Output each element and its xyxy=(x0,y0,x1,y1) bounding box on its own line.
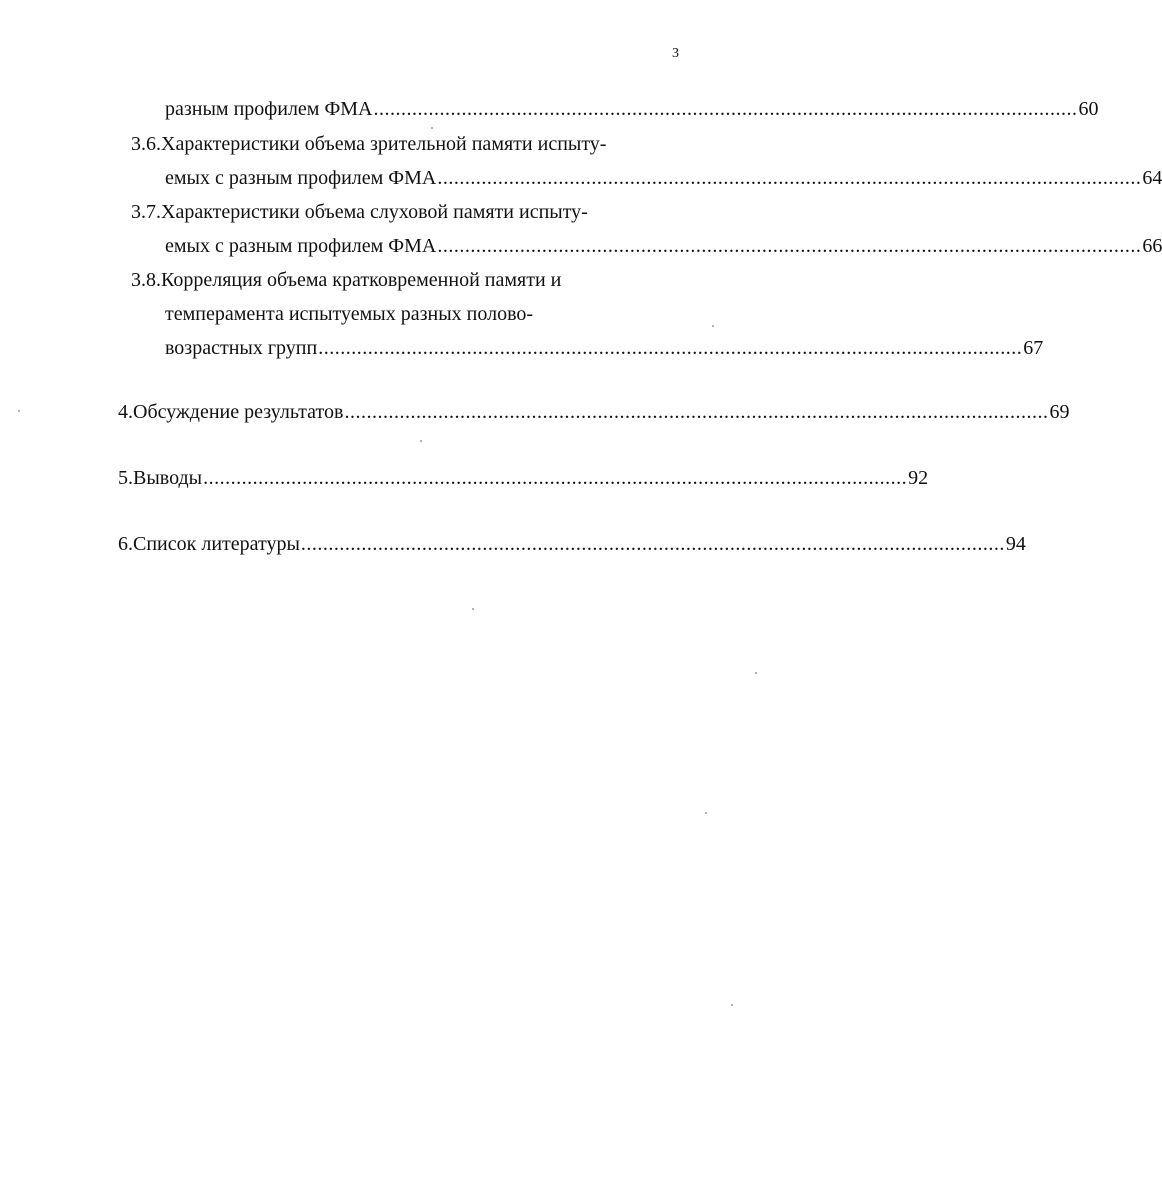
toc-entry-text: темперамента испытуемых разных полово- xyxy=(165,303,534,325)
toc-entry xyxy=(118,532,1026,556)
toc-entry-text: 6.Список литературы xyxy=(118,533,300,555)
toc-leader-dots: ................................................................................................................................ xyxy=(318,337,1023,359)
toc-entry-text: 3.8.Корреляция объема кратковременной памяти и xyxy=(131,269,562,291)
toc-entry-page: 64 xyxy=(1142,167,1162,189)
toc-entry-text: разным профилем ФМА xyxy=(165,98,373,120)
toc-entry-text: возрастных групп xyxy=(165,337,318,359)
toc-entry-page: 92 xyxy=(908,467,929,489)
toc-leader-dots: ................................................................................................................................ xyxy=(300,533,1005,555)
toc-entry-page: 66 xyxy=(1142,235,1162,257)
toc-entry-page: 94 xyxy=(1005,533,1026,555)
toc-entry xyxy=(165,97,1099,121)
toc-entry xyxy=(165,234,1162,258)
toc-entry-text: емых с разным профилем ФМА xyxy=(165,167,437,189)
toc-leader-dots: ................................................................................................................................ xyxy=(344,401,1049,423)
toc-leader-dots: ................................................................................................................................ xyxy=(437,167,1142,189)
toc-entry xyxy=(118,466,929,490)
scan-speck xyxy=(431,127,433,129)
toc-entry xyxy=(165,166,1162,190)
toc-entry-text: 4.Обсуждение результатов xyxy=(118,401,344,423)
toc-leader-dots: ................................................................................................................................ xyxy=(203,467,908,489)
scan-speck xyxy=(755,672,757,674)
toc-entry-page: 69 xyxy=(1049,401,1070,423)
page-number: 3 xyxy=(672,46,679,61)
toc-entry-page: 60 xyxy=(1078,98,1099,120)
toc-entry xyxy=(118,400,1070,424)
toc-leader-dots: ................................................................................................................................ xyxy=(437,235,1142,257)
scan-speck xyxy=(731,1004,733,1006)
scan-speck xyxy=(472,608,474,610)
scan-speck xyxy=(18,410,20,412)
scan-speck xyxy=(712,325,714,327)
toc-entry-text: емых с разным профилем ФМА xyxy=(165,235,437,257)
toc-entry-page: 67 xyxy=(1023,337,1044,359)
scan-speck xyxy=(420,440,422,442)
scan-speck xyxy=(705,812,707,814)
toc-entry xyxy=(165,336,1044,360)
toc-entry-text: 3.6.Характеристики объема зрительной памяти испыту- xyxy=(131,133,607,155)
toc-entry-text: 5.Выводы xyxy=(118,467,203,489)
toc-leader-dots: ................................................................................................................................ xyxy=(373,98,1078,120)
toc-entry-text: 3.7.Характеристики объема слуховой памяти испыту- xyxy=(131,201,588,223)
